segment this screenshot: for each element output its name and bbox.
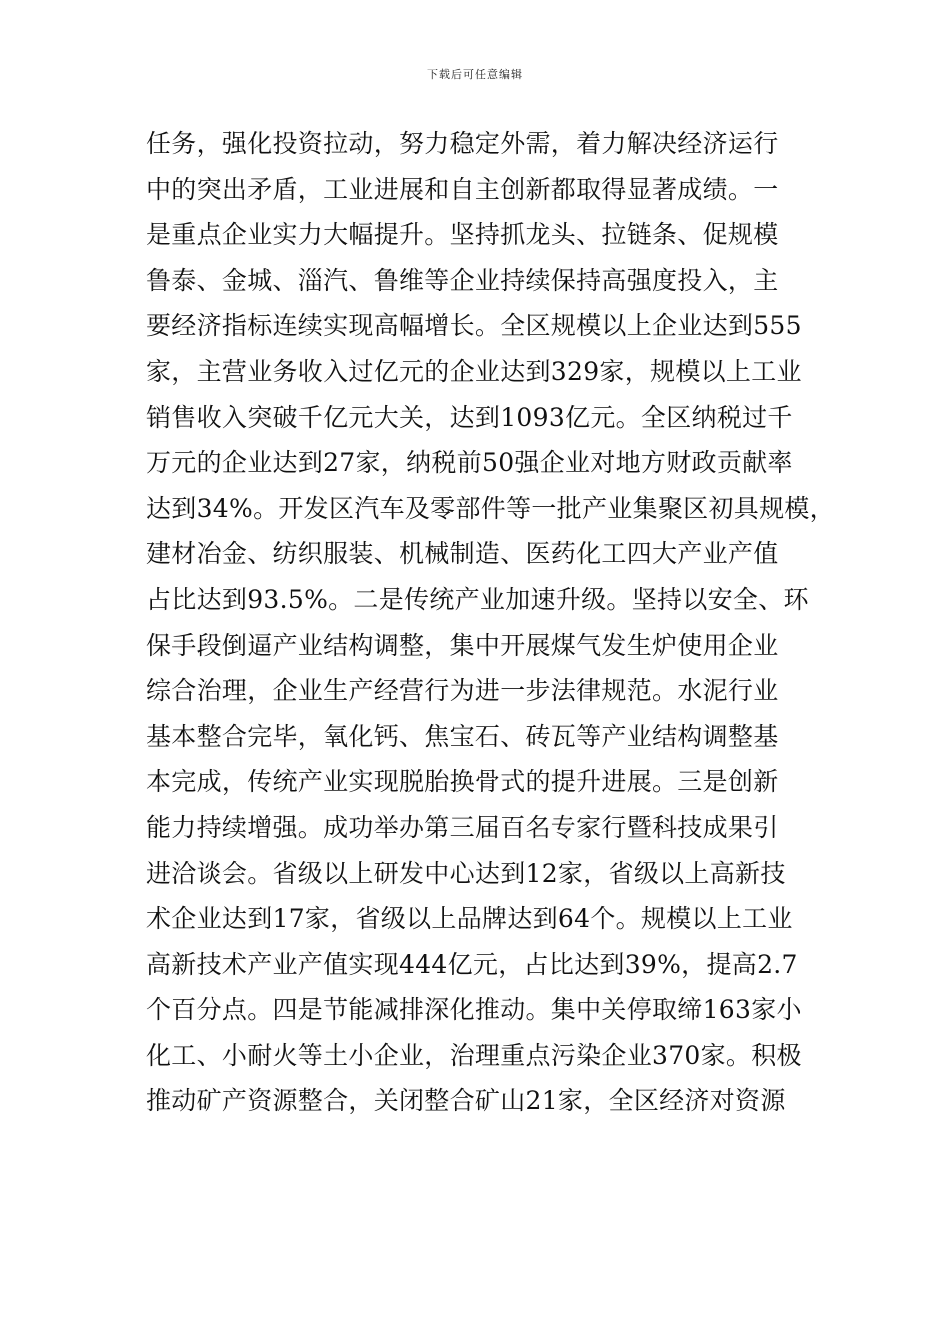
text-line: 家，主营业务收入过亿元的企业达到329家，规模以上工业 xyxy=(146,356,802,386)
text-line: 综合治理，企业生产经营行为进一步法律规范。水泥行业 xyxy=(146,676,779,706)
page-header: 下载后可任意编辑 xyxy=(427,68,523,81)
text-line: 基本整合完毕，氧化钙、焦宝石、砖瓦等产业结构调整基 xyxy=(146,721,779,751)
text-line: 中的突出矛盾，工业进展和自主创新都取得显著成绩。一 xyxy=(146,174,779,204)
text-line: 个百分点。四是节能减排深化推动。集中关停取缔163家小 xyxy=(146,995,802,1025)
text-line: 高新技术产业产值实现444亿元，占比达到39%，提高2.7 xyxy=(146,949,798,979)
text-line: 是重点企业实力大幅提升。坚持抓龙头、拉链条、促规模 xyxy=(146,220,779,250)
text-line: 达到34%。开发区汽车及零部件等一批产业集聚区初具规模， xyxy=(146,493,835,523)
document-body xyxy=(146,121,835,1124)
text-line: 化工、小耐火等土小企业，治理重点污染企业370家。积极 xyxy=(146,1040,802,1070)
text-line: 保手段倒逼产业结构调整，集中开展煤气发生炉使用企业 xyxy=(146,630,779,660)
text-line: 建材冶金、纺织服装、机械制造、医药化工四大产业产值 xyxy=(146,539,779,569)
text-line: 鲁泰、金城、淄汽、鲁维等企业持续保持高强度投入，主 xyxy=(146,265,779,295)
text-line: 进洽谈会。省级以上研发中心达到12家，省级以上高新技 xyxy=(146,858,786,888)
text-line: 销售收入突破千亿元大关，达到1093亿元。全区纳税过千 xyxy=(146,402,793,432)
text-line: 能力持续增强。成功举办第三届百名专家行暨科技成果引 xyxy=(146,812,779,842)
text-line: 任务，强化投资拉动，努力稳定外需，着力解决经济运行 xyxy=(146,129,779,158)
text-line: 要经济指标连续实现高幅增长。全区规模以上企业达到555 xyxy=(146,311,802,341)
text-line: 万元的企业达到27家，纳税前50强企业对地方财政贡献率 xyxy=(146,448,793,478)
text-line: 推动矿产资源整合，关闭整合矿山21家，全区经济对资源 xyxy=(146,1086,786,1116)
text-line: 占比达到93.5%。二是传统产业加速升级。坚持以安全、环 xyxy=(146,584,809,614)
text-line: 术企业达到17家，省级以上品牌达到64个。规模以上工业 xyxy=(146,904,793,934)
text-line: 本完成，传统产业实现脱胎换骨式的提升进展。三是创新 xyxy=(146,767,779,797)
